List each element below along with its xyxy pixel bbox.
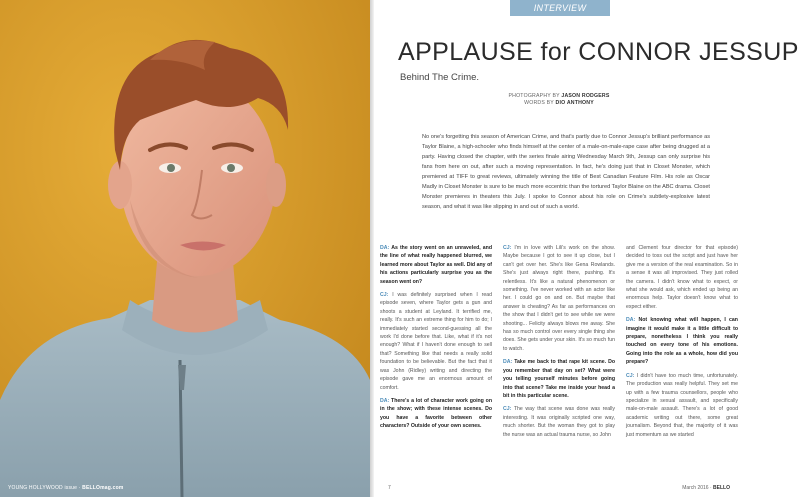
answer-text: I didn't have too much time, unfortunately. The production was really helpful. They set me up with a few trauma counsellors, people who specialize in sexual assault, and specifically male-on-male assault. There's a lot of good academic writing out there, some great journalism. Beyond that, the majority of it was just momentum as we started [626, 372, 738, 438]
photo-credit-label: PHOTOGRAPHY BY [508, 93, 560, 99]
left-page-photo-spread [0, 0, 370, 497]
answer-3-continued [626, 244, 738, 311]
answer-label: CJ: [503, 245, 512, 251]
article-title: APPLAUSE for CONNOR JESSUP [398, 38, 799, 66]
right-page-article [374, 0, 799, 497]
photo-credit [374, 93, 744, 99]
answer-label: CJ: [503, 406, 512, 413]
question-1 [380, 244, 492, 286]
issue-label: YOUNG HOLLYWOOD issue · [8, 485, 81, 491]
question-text: As the story went on an unraveled, and the line of what really happened blurred, we learned more about Taylor as well. Did any of his actions particularly surprise you as the season went on? [380, 245, 492, 285]
article-subtitle: Behind The Crime. [400, 72, 480, 83]
column-1 [380, 244, 492, 436]
answer-4 [626, 372, 738, 439]
article-intro: No one's forgetting this season of American Crime, and that's partly due to Connor Jessup's brilliant performance as Taylor Blaine, a high-schooler who finds himself at the center of a male-on-male-rape case after being drugged at a party. Having closed the chapter, with the series finale airing Wednesday March 9th, Jessup can only surprise his fans from here on out, after such a moving representation. In fact, he's doing just that in Closet Monster, which premiered at TIFF to great reviews, ultimately winning the title of Best Canadian Feature Film. His role as Oscar Madly in Closet Monster is sure to be much more eccentric than the tortured Taylor Blaine on the ABC drama. Closet Monster premieres in theaters this July. I spoke to Connor about his role on Crime's subtlety-explosive latest season, and what it was like slipping in and out of such a world. [422, 134, 710, 210]
interview-columns [380, 244, 738, 476]
question-2 [380, 397, 492, 431]
words-credit [374, 100, 744, 106]
answer-label: CJ: [626, 372, 635, 379]
answer-label: CJ: [380, 292, 389, 299]
question-3 [503, 358, 615, 400]
question-label: DA: [380, 397, 390, 404]
magazine-brand: BELLO [713, 485, 730, 491]
answer-2 [503, 244, 615, 353]
issue-date: March 2016 · [682, 485, 712, 491]
question-label: DA: [380, 245, 390, 251]
words-credit-name: DIO ANTHONY [555, 100, 594, 106]
question-text: Take me back to that rape kit scene. Do you remember that day on set? What were you telling yourself minutes before going into that scene? Take me inside your head a bit in this particular scene. [503, 359, 615, 399]
answer-text: and Clement four director for that episode) decided to toss out the script and just have her give me a version of the real examination. So in a sense it was all improvised. They just rolled the camera. I didn't know what to expect, or what she would ask, which ended up being an enormous help. Taylor doesn't know what to expect either. [626, 245, 738, 310]
question-label: DA: [626, 317, 636, 324]
column-2 [503, 244, 615, 444]
question-text: Not knowing what will happen, I can imagine it would make it a little difficult to prepare, nonetheless I think you really touched on every tone of his emotions. Going into the role as a whole, how did you prepare? [626, 317, 738, 366]
question-4 [626, 316, 738, 366]
answer-text: I was definitely surprised when I read episode seven, where Taylor gets a gun and shoots a student at Leyland. It terrified me, really. It's such an extreme thing for him to do; I immediately started second-guessing all the work I'd done before that. Like, what if it's not enough? What if I haven't done enough to sell that? Something like that needs a really solid foundation to be believable. But the fact that it was John (Ridley) writing and directing the episode gave me an enormous amount of comfort. [380, 292, 492, 391]
section-tag: INTERVIEW [510, 0, 610, 16]
site-label: BELLOmag.com [82, 485, 124, 491]
left-page-footer [8, 485, 123, 491]
portrait-photo [0, 0, 370, 497]
question-text: There's a lot of character work going on in the show; with these intense scenes. Do you have a favorite between other characters? Outside of your own scenes. [380, 397, 492, 430]
photo-credit-name: JASON RODGERS [561, 93, 610, 99]
answer-3 [503, 405, 615, 439]
right-page-footer [682, 485, 730, 491]
answer-text: The way that scene was done was really interesting. It was originally scripted one way, much shorter. But the woman they got to play the nurse was an actual trauma nurse, so John [503, 406, 615, 438]
words-credit-label: WORDS BY [524, 100, 554, 106]
answer-1 [380, 291, 492, 392]
page-number: 7 [388, 485, 391, 491]
answer-text: I'm in love with Lili's work on the show. Maybe because I got to see it up close, but I can't get over her. She's like Gena Rowlands. She's just always right there, pushing. It's relentless. It's like a natural phenomenon or something. I've never worked with an actor like her. I could go on and on. But maybe that answer is cheating? As far as performances on the show that I didn't get to see while we were shooting... Felicity always blows me away. She has so much control over every single thing she does. She gets under your skin. It's so much fun to watch. [503, 245, 615, 352]
question-label: DA: [503, 359, 513, 366]
column-3 [626, 244, 738, 444]
